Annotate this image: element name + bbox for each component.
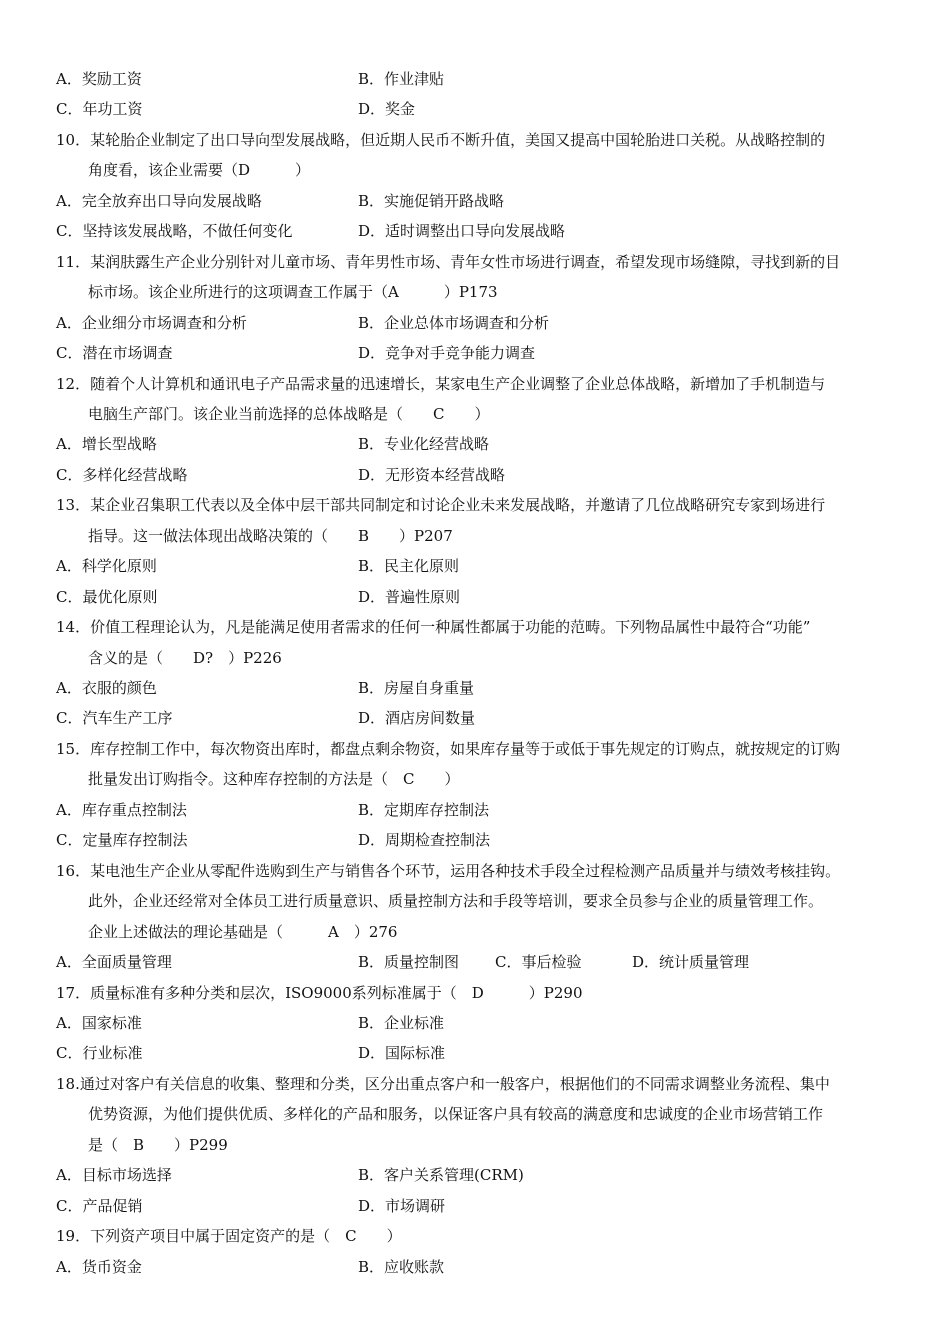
question-stem-continuation: 标市场。该企业所进行的这项调查工作属于（A ）P173 <box>88 283 498 302</box>
option-row <box>0 186 950 216</box>
option-left: A．企业细分市场调查和分析 <box>56 313 247 332</box>
option-row <box>0 429 950 459</box>
option-left: A．衣服的颜色 <box>56 679 157 697</box>
option-row <box>0 947 950 977</box>
option-row <box>0 1008 950 1038</box>
option-d: D．统计质量管理 <box>632 953 750 972</box>
option-right: B．企业标准 <box>358 1013 445 1032</box>
option-right: B．专业化经营战略 <box>358 435 490 454</box>
option-row <box>0 216 950 246</box>
option-row <box>0 1038 950 1068</box>
option-right: D．市场调研 <box>358 1196 446 1215</box>
question-stem-continuation: 指导。这一做法体现出战略决策的（ B ）P207 <box>88 526 453 545</box>
question-stem-continuation: 企业上述做法的理论基础是（ A ）276 <box>88 922 398 941</box>
option-row <box>0 1160 950 1190</box>
option-right: B．民主化原则 <box>358 557 460 576</box>
question-stem-continuation: 是（ B ）P299 <box>88 1135 228 1154</box>
question-stem-continuation: 批量发出订购指令。这种库存控制的方法是（ C ） <box>88 770 460 789</box>
option-right: D．周期检查控制法 <box>358 831 491 850</box>
option-row <box>0 703 950 733</box>
question-stem: 16．某电池生产企业从零配件选购到生产与销售各个环节，运用各种技术手段全过程检测产品质量并与绩效考核挂钩。 <box>56 861 841 880</box>
option-left: A．奖励工资 <box>56 70 142 88</box>
option-row <box>0 795 950 825</box>
option-row <box>0 308 950 338</box>
option-left: A．科学化原则 <box>56 557 157 576</box>
option-right: B．客户关系管理(CRM) <box>358 1166 524 1185</box>
option-left: A．目标市场选择 <box>56 1166 172 1185</box>
option-left: C．潜在市场调查 <box>56 344 173 363</box>
option-right: B．房屋自身重量 <box>358 679 475 697</box>
option-left: C．定量库存控制法 <box>56 831 188 850</box>
option-a: A．全面质量管理 <box>56 953 172 972</box>
question-stem-continuation: 电脑生产部门。该企业当前选择的总体战略是（ C ） <box>88 404 490 423</box>
option-left: C．多样化经营战略 <box>56 465 188 484</box>
option-c: C．事后检验 <box>495 953 582 972</box>
question-stem: 14．价值工程理论认为，凡是能满足使用者需求的任何一种属性都属于功能的范畴。下列物品属性中最符合“功能” <box>56 618 811 637</box>
question-stem-continuation: 含义的是（ D? ）P226 <box>88 648 282 667</box>
option-left: C．年功工资 <box>56 100 143 119</box>
option-row <box>0 673 950 703</box>
question-stem: 15．库存控制工作中，每次物资出库时，都盘点剩余物资，如果库存量等于或低于事先规定的订购点，就按规定的订购 <box>56 739 841 758</box>
option-right: D．奖金 <box>358 100 416 119</box>
option-right: D．酒店房间数量 <box>358 709 476 728</box>
question-stem: 11．某润肤露生产企业分别针对儿童市场、青年男性市场、青年女性市场进行调查，希望发现市场缝隙，寻找到新的目 <box>56 252 841 271</box>
option-row <box>0 551 950 581</box>
option-right: D．无形资本经营战略 <box>358 465 506 484</box>
option-row <box>0 1191 950 1221</box>
question-stem-continuation: 此外，企业还经常对全体员工进行质量意识、质量控制方法和手段等培训，要求全员参与企业的质量管理工作。 <box>88 892 824 911</box>
option-row <box>0 338 950 368</box>
option-row <box>0 94 950 124</box>
question-stem: 18.通过对客户有关信息的收集、整理和分类，区分出重点客户和一般客户，根据他们的不同需求调整业务流程、集中 <box>56 1074 830 1093</box>
option-left: C．行业标准 <box>56 1044 143 1063</box>
option-right: B．定期库存控制法 <box>358 800 490 819</box>
option-left: A．完全放弃出口导向发展战略 <box>56 191 262 210</box>
option-left: A．货币资金 <box>56 1257 142 1276</box>
option-row <box>0 825 950 855</box>
option-right: B．实施促销开路战略 <box>358 191 505 210</box>
question-stem: 10．某轮胎企业制定了出口导向型发展战略，但近期人民币不断升值，美国又提高中国轮胎进口关税。从战略控制的 <box>56 130 826 149</box>
question-stem: 13．某企业召集职工代表以及全体中层干部共同制定和讨论企业未来发展战略，并邀请了几位战略研究专家到场进行 <box>56 496 826 515</box>
question-stem-continuation: 角度看，该企业需要（D ） <box>88 161 311 180</box>
question-stem-continuation: 优势资源，为他们提供优质、多样化的产品和服务，以保证客户具有较高的满意度和忠诚度的企业市场营销工作 <box>88 1105 824 1124</box>
option-right: D．适时调整出口导向发展战略 <box>358 222 566 241</box>
option-right: D．国际标准 <box>358 1044 446 1063</box>
option-right: B．应收账款 <box>358 1257 445 1276</box>
option-right: B．企业总体市场调查和分析 <box>358 313 550 332</box>
question-stem: 12．随着个人计算机和通讯电子产品需求量的迅速增长，某家电生产企业调整了企业总体战略，新增加了手机制造与 <box>56 374 826 393</box>
option-right: D．竞争对手竞争能力调查 <box>358 344 536 363</box>
option-right: D．普遍性原则 <box>358 587 461 606</box>
option-left: C．坚持该发展战略，不做任何变化 <box>56 222 293 241</box>
option-left: C．汽车生产工序 <box>56 709 173 728</box>
option-right: B．作业津贴 <box>358 70 445 88</box>
question-stem: 19．下列资产项目中属于固定资产的是（ C ） <box>56 1227 402 1246</box>
option-b: B．质量控制图 <box>358 953 460 972</box>
option-left: A．库存重点控制法 <box>56 800 187 819</box>
option-row <box>0 582 950 612</box>
option-row <box>0 1252 950 1282</box>
option-left: C．产品促销 <box>56 1196 143 1215</box>
option-left: A．增长型战略 <box>56 435 157 454</box>
option-row <box>0 64 950 94</box>
option-left: A．国家标准 <box>56 1013 142 1032</box>
option-left: C．最优化原则 <box>56 587 158 606</box>
option-row <box>0 460 950 490</box>
question-stem: 17．质量标准有多种分类和层次，ISO9000系列标准属于（ D ）P290 <box>56 983 583 1002</box>
